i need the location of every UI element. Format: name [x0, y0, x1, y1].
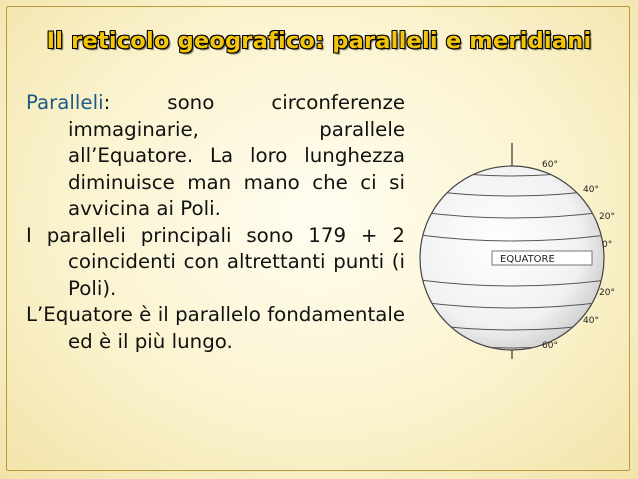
globe-diagram	[412, 140, 620, 360]
paragraph-text: : sono circonferenze immaginarie, parallele all’Equatore. La loro lunghezza diminuisce man mano che ci si avvicina ai Poli.	[68, 91, 405, 220]
paragraph-principali	[26, 223, 405, 303]
lat-label-0: 0°	[602, 240, 613, 250]
paragraph-paralleli	[26, 90, 405, 223]
globe-svg	[412, 140, 620, 360]
paragraph-label: Paralleli	[26, 91, 104, 114]
paragraph-text: I paralleli principali sono 179 + 2 coincidenti con altrettanti punti (i Poli).	[26, 223, 405, 300]
paragraph-text: L’Equatore è il parallelo fondamentale ed è il più lungo.	[26, 303, 405, 353]
lat-label-s60: 60°	[542, 341, 558, 351]
equator-label: EQUATORE	[500, 254, 555, 265]
lat-label-s20: 20°	[599, 288, 615, 298]
lat-label-n40: 40°	[583, 185, 599, 195]
lat-label-n60: 60°	[542, 160, 558, 170]
slide-body	[26, 90, 405, 355]
lat-label-s40: 40°	[583, 316, 599, 326]
paragraph-equatore	[26, 302, 405, 355]
slide-title: Il reticolo geografico: paralleli e meridiani	[46, 28, 592, 54]
lat-label-n20: 20°	[599, 212, 615, 222]
